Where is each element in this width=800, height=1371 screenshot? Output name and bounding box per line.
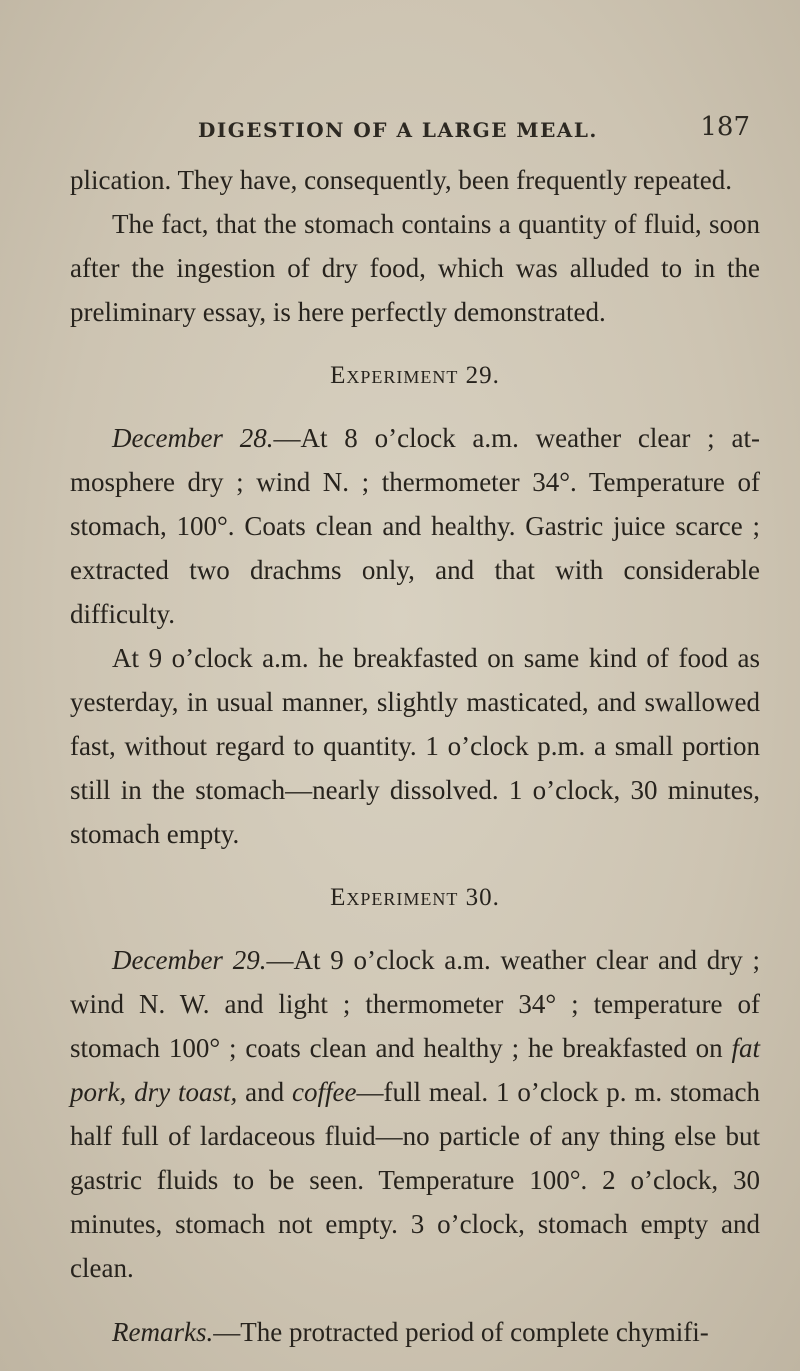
experiment-30-heading: Experiment 30. (330, 884, 500, 911)
paragraph-continuation: plication. They have, consequently, been frequently repeated. (70, 165, 732, 195)
running-head: DIGESTION OF A LARGE MEAL. (198, 118, 598, 142)
experiment-30-date: December 29. (112, 945, 267, 975)
body-text (70, 158, 760, 1354)
food-dry-toast: dry toast, (134, 1077, 238, 1107)
page-header (110, 112, 760, 152)
spacer (70, 1290, 760, 1310)
experiment-30-and: and (237, 1077, 293, 1107)
experiment-29-date: December 28. (112, 423, 274, 453)
experiment-29-paragraph-1 (70, 416, 760, 636)
experiment-29-paragraph-2: At 9 o’clock a.m. he breakfasted on same kind of food as yesterday, in usual manner, slightly masticated, and swallowed fast, without regard to quantity. 1 o’clock p.m. a small portion still in the stomach—nearly dissolved. 1 o’clock, 30 minutes, stomach empty. (70, 643, 760, 849)
experiment-30-text-a: —At 9 o’clock a.m. weather clear and dry ; wind N. W. and light ; thermometer 34° ; temperature of stomach 100° ; coats clean and healthy ; he breakfasted on (70, 945, 760, 1063)
experiment-30-paragraph (70, 938, 760, 1290)
remarks-label: Remarks. (112, 1317, 214, 1347)
page-number: 187 (700, 112, 750, 142)
experiment-29-text-1: —At 8 o’clock a.m. weather clear ; atmosphere dry ; wind N. ; thermometer 34°. Temperature of stomach, 100°. Coats clean and healthy. Gastric juice scarce ; extracted two drachms only, and that with considerable difficulty. (70, 423, 760, 629)
food-coffee: coffee (292, 1077, 357, 1107)
remarks-paragraph (70, 1310, 760, 1354)
remarks-text: —The protracted period of complete chymifi- (213, 1317, 709, 1347)
experiment-29-heading: Experiment 29. (330, 362, 500, 389)
paragraph-fluid-note: The fact, that the stomach contains a quantity of fluid, soon after the ingestion of dry food, which was alluded to in the preliminary essay, is here perfectly demonstrated. (70, 209, 760, 327)
experiment-30-text-b: —full meal. 1 o’clock p. m. stomach half full of lardaceous fluid—no particle of any thing else but gastric fluids to be seen. Temperature 100°. 2 o’clock, 30 minutes, stomach not empty. 3 o’clock, stomach empty and clean. (70, 1077, 760, 1283)
food-fat-pork: fat pork, (70, 1033, 760, 1107)
